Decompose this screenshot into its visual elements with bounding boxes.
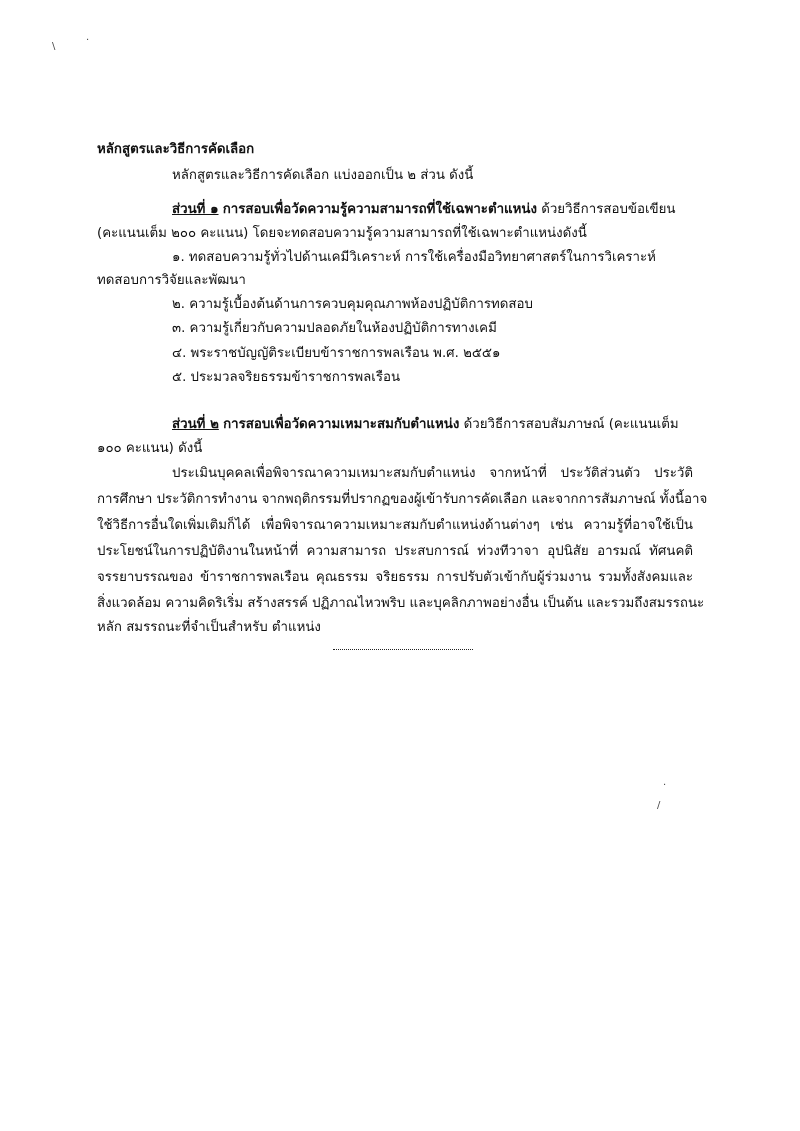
part1-line2: (คะแนนเต็ม ๒๐๐ คะแนน) โดยจะทดสอบความรู้ความสามารถที่ใช้เฉพาะตำแหน่งดังนี้: [97, 226, 587, 241]
part1-item: ๑. ทดสอบความรู้ทั่วไปด้านเคมีวิเคราะห์ การใช้เครื่องมือวิทยาศาสตร์ในการวิเคราะห์: [172, 250, 656, 265]
part1-method: ด้วยวิธีการสอบข้อเขียน: [541, 202, 676, 217]
part2-line2: ๑๐๐ คะแนน) ดังนี้: [97, 441, 203, 456]
section-heading: หลักสูตรและวิธีการคัดเลือก: [97, 142, 255, 157]
part1-header: [172, 199, 675, 221]
scan-speck: \: [52, 41, 56, 52]
end-divider: [333, 649, 473, 650]
part2-paragraph-line: หลัก สมรรถนะที่จำเป็นสำหรับ ตำแหน่ง: [97, 620, 321, 635]
scan-speck: /: [657, 800, 661, 811]
part2-method: ด้วยวิธีการสอบสัมภาษณ์ (คะแนนเต็ม: [463, 417, 679, 432]
part2-paragraph-line: ประโยชน์ในการปฏิบัติงานในหน้าที่ ความสามารถ ประสบการณ์ ท่วงทีวาจา อุปนิสัย อารมณ์ ทัศนคติ: [97, 544, 693, 559]
part1-item: ๕. ประมวลจริยธรรมข้าราชการพลเรือน: [172, 370, 401, 385]
part2-title: การสอบเพื่อวัดความเหมาะสมกับตำแหน่ง: [223, 417, 460, 432]
part1-item-cont: ทดสอบการวิจัยและพัฒนา: [97, 273, 246, 288]
part2-paragraph-line: ประเมินบุคคลเพื่อพิจารณาความเหมาะสมกับตำแหน่ง จากหน้าที่ ประวัติส่วนตัว ประวัติ: [172, 466, 693, 481]
part1-item: ๒. ความรู้เบื้องต้นด้านการควบคุมคุณภาพห้องปฏิบัติการทดสอบ: [172, 297, 533, 312]
part1-item: ๓. ความรู้เกี่ยวกับความปลอดภัยในห้องปฏิบัติการทางเคมี: [172, 321, 497, 336]
scan-speck: ·: [86, 35, 90, 46]
part1-label: ส่วนที่ ๑: [172, 202, 219, 217]
part2-paragraph-line: ใช้วิธีการอื่นใดเพิ่มเติมก็ได้ เพื่อพิจารณาความเหมาะสมกับตำแหน่งด้านต่างๆ เช่น ความรู้ที่อาจใช้เป็น: [97, 518, 693, 533]
part2-paragraph-line: จรรยาบรรณของ ข้าราชการพลเรือน คุณธรรม จริยธรรม การปรับตัวเข้ากับผู้ร่วมงาน รวมทั้งสังคมและ: [97, 570, 693, 585]
part2-label: ส่วนที่ ๒: [172, 417, 219, 432]
part1-item: ๔. พระราชบัญญัติระเบียบข้าราชการพลเรือน พ.ศ. ๒๕๕๑: [172, 346, 501, 361]
part2-paragraph-line: สิ่งแวดล้อม ความคิดริเริ่ม สร้างสรรค์ ปฏิภาณไหวพริบ และบุคลิกภาพอย่างอื่น เป็นต้น และรวมถึงสมรรถนะ: [97, 596, 705, 611]
part2-paragraph-line: การศึกษา ประวัติการทำงาน จากพฤติกรรมที่ปรากฏของผู้เข้ารับการคัดเลือก และจากการสัมภาษณ์ ทั้งนี้อาจ: [97, 492, 708, 507]
scan-speck: ·: [663, 780, 667, 791]
intro-text: หลักสูตรและวิธีการคัดเลือก แบ่งออกเป็น ๒ ส่วน ดังนี้: [172, 168, 474, 183]
part1-title: การสอบเพื่อวัดความรู้ความสามารถที่ใช้เฉพาะตำแหน่ง: [222, 202, 537, 217]
part2-header: [172, 414, 679, 436]
